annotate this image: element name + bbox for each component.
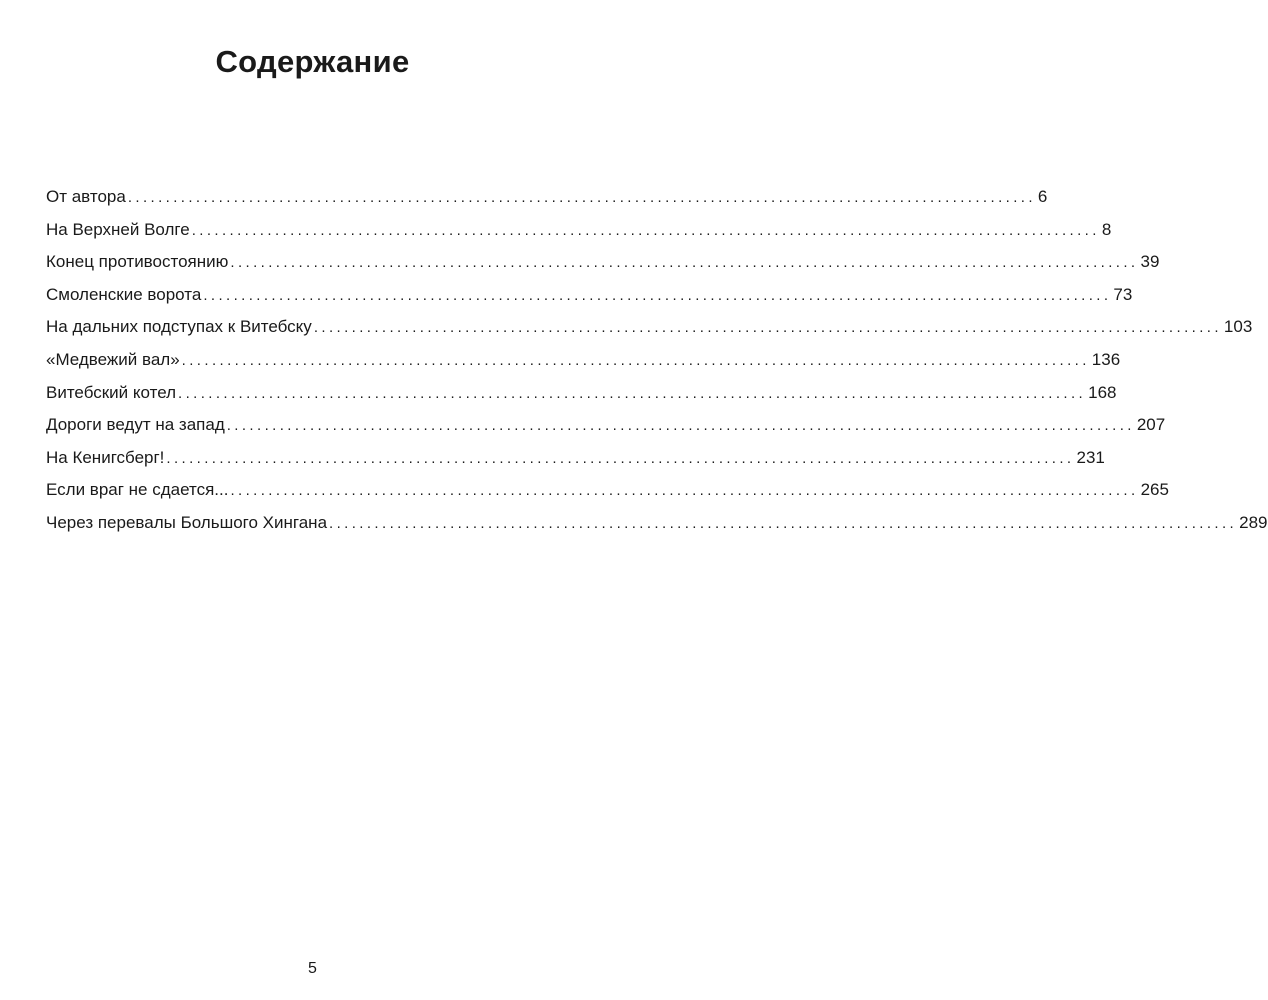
toc-entry-title: Если враг не сдается... <box>46 480 229 500</box>
toc-entry-page: 103 <box>1223 317 1253 337</box>
toc-entry-page: 207 <box>1136 415 1166 435</box>
dot-leader: ........................................................................................................................ <box>313 319 1222 337</box>
toc-entry-title: Витебский котел <box>46 382 177 402</box>
dot-leader: ........................................................................................................................ <box>203 286 1112 304</box>
toc-entry-title: От автора <box>46 187 126 206</box>
toc-entry-page: 8 <box>1101 219 1112 239</box>
toc-entry-title: Через перевалы Большого Хингана <box>46 512 328 532</box>
dot-leader: ........................................................................................................................ <box>127 189 1036 206</box>
toc-entry-page: 6 <box>1037 187 1048 206</box>
toc-entry-page: 136 <box>1091 349 1121 369</box>
toc-entry <box>46 507 1268 540</box>
toc-entry <box>46 214 1112 247</box>
toc-entry <box>46 442 1105 475</box>
toc-entry-title: Дороги ведут на запад <box>46 415 225 435</box>
toc-entry-title: Смоленские ворота <box>46 284 202 304</box>
dot-leader: ........................................................................................................................ <box>178 384 1087 402</box>
toc-entry-title: На Верхней Волге <box>46 219 190 239</box>
dot-leader: ........................................................................................................................ <box>166 449 1075 467</box>
toc-entry-title: На дальних подступах к Витебску <box>46 317 312 337</box>
toc-entry-page: 168 <box>1088 382 1117 402</box>
toc-entry-title: «Медвежий вал» <box>46 349 180 369</box>
toc-entry-page: 265 <box>1140 480 1169 500</box>
dot-leader: ........................................................................................................................ <box>226 417 1135 435</box>
table-of-contents <box>46 181 1268 540</box>
toc-entry <box>46 279 1133 312</box>
toc-entry <box>46 181 1048 214</box>
dot-leader: ........................................................................................................................ <box>329 514 1238 532</box>
toc-entry <box>46 311 1253 344</box>
toc-entry <box>46 246 1160 279</box>
toc-entry <box>46 474 1169 507</box>
toc-entry <box>46 344 1121 377</box>
dot-leader: ........................................................................................................................ <box>191 221 1100 239</box>
dot-leader: ........................................................................................................................ <box>230 254 1139 272</box>
dot-leader: ........................................................................................................................ <box>230 482 1139 500</box>
toc-entry <box>46 377 1117 410</box>
dot-leader: ........................................................................................................................ <box>181 351 1090 369</box>
toc-entry <box>46 409 1166 442</box>
page-title: Содержание <box>215 44 410 79</box>
page-number: 5 <box>308 960 317 977</box>
toc-entry-page: 39 <box>1140 252 1160 272</box>
toc-entry-page: 289 <box>1239 512 1268 532</box>
toc-entry-title: Конец противостоянию <box>46 252 229 272</box>
toc-entry-page: 231 <box>1076 447 1105 467</box>
toc-entry-title: На Кенигсберг! <box>46 447 165 467</box>
toc-entry-page: 73 <box>1113 284 1133 304</box>
